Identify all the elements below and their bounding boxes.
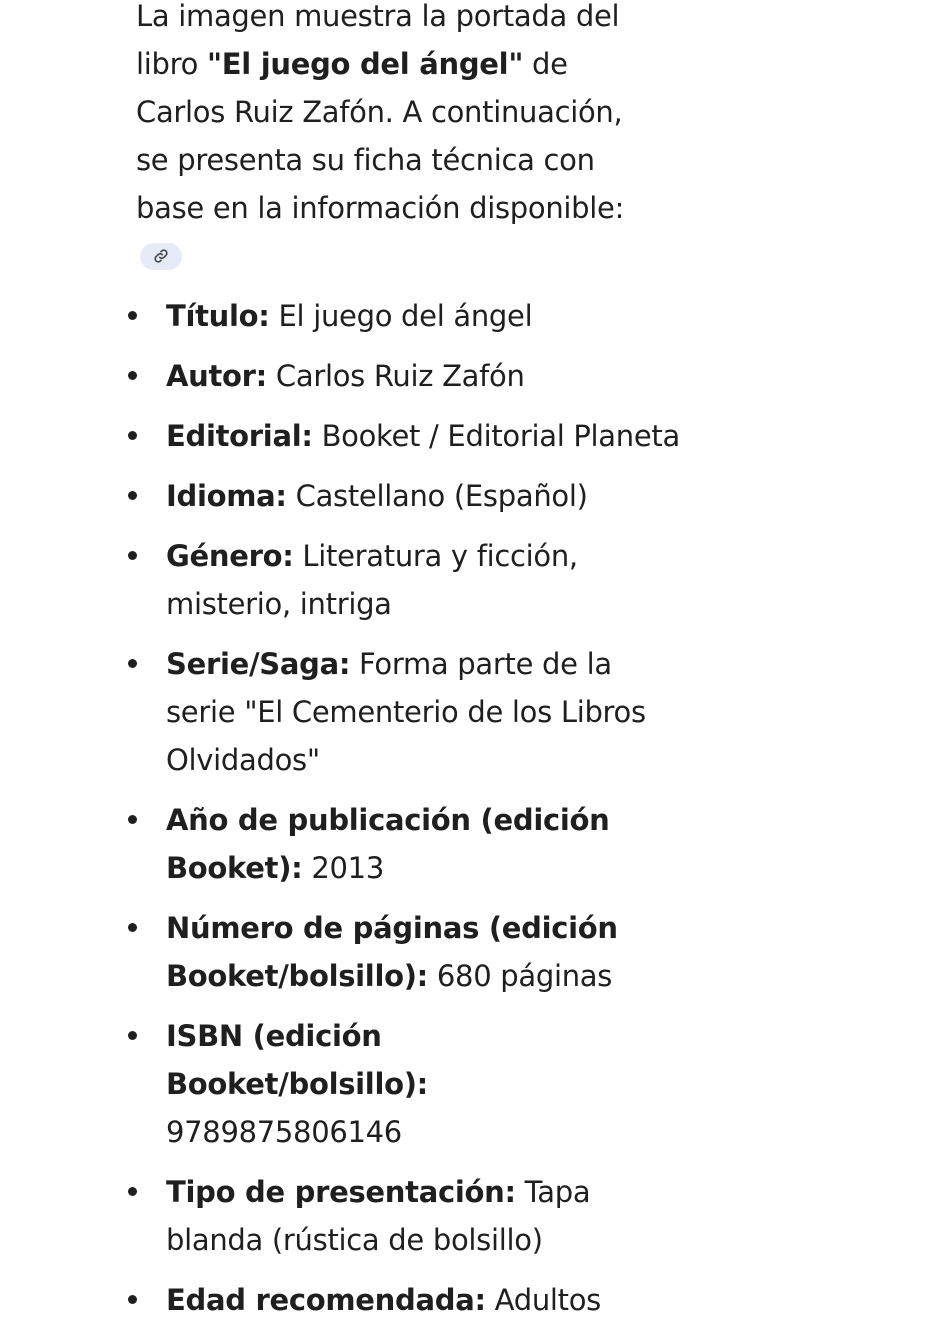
list-item-autor (130, 352, 696, 400)
bullet (128, 1031, 137, 1040)
fact-value: Adultos (485, 1283, 601, 1317)
link-icon (153, 248, 169, 264)
book-facts-list (130, 292, 696, 1324)
intro-text-start: La imagen muestra la portada del libro (136, 0, 620, 81)
list-item-titulo (130, 292, 696, 340)
fact-label: Edad recomendada: (166, 1283, 486, 1317)
fact-label: Tipo de presentación: (166, 1175, 516, 1209)
book-title: "El juego del ángel" (206, 47, 524, 81)
intro-text-end: de Carlos Ruiz Zafón. A continuación, se presenta su ficha técnica con base en la información disponible: (136, 47, 625, 225)
bullet (128, 659, 137, 668)
fact-label: ISBN (edición Booket/bolsillo): (166, 1019, 428, 1101)
bullet (128, 815, 137, 824)
fact-value: 2013 (302, 851, 384, 885)
list-item-anio (130, 796, 626, 892)
bullet (128, 311, 137, 320)
fact-label: Autor: (166, 359, 267, 393)
fact-label: Género: (166, 539, 294, 573)
fact-value: Booket / Editorial Planeta (312, 419, 680, 453)
list-item-tipo (130, 1168, 626, 1264)
fact-label: Serie/Saga: (166, 647, 351, 681)
assistant-response (136, 0, 696, 1336)
fact-value: Castellano (Español) (286, 479, 588, 513)
fact-label: Año de publicación (edición Booket): (166, 803, 610, 885)
list-item-idioma (130, 472, 696, 520)
list-item-genero (130, 532, 626, 628)
fact-value: El juego del ángel (269, 299, 533, 333)
list-item-serie (130, 640, 646, 784)
fact-value: Carlos Ruiz Zafón (266, 359, 525, 393)
fact-label: Título: (166, 299, 270, 333)
list-item-editorial (130, 412, 696, 460)
fact-value: Tapa blanda (rústica de bolsillo) (166, 1175, 591, 1257)
bullet (128, 923, 137, 932)
fact-label: Idioma: (166, 479, 287, 513)
bullet (128, 1295, 137, 1304)
list-item-paginas (130, 904, 626, 1000)
list-item-edad (130, 1276, 696, 1324)
fact-value: Forma parte de la serie "El Cementerio de los Libros Olvidados" (166, 647, 646, 777)
bullet (128, 551, 137, 560)
fact-label: Editorial: (166, 419, 313, 453)
bullet (128, 1187, 137, 1196)
fact-label: Número de páginas (edición Booket/bolsillo): (166, 911, 618, 993)
bullet (128, 371, 137, 380)
fact-value: 680 páginas (427, 959, 613, 993)
bullet (128, 491, 137, 500)
bullet (128, 431, 137, 440)
fact-value: Literatura y ficción, misterio, intriga (166, 539, 578, 621)
list-item-isbn (130, 1012, 626, 1156)
fact-value: 9789875806146 (166, 1115, 402, 1149)
intro-paragraph (136, 0, 656, 280)
citation-chip[interactable] (140, 243, 182, 270)
